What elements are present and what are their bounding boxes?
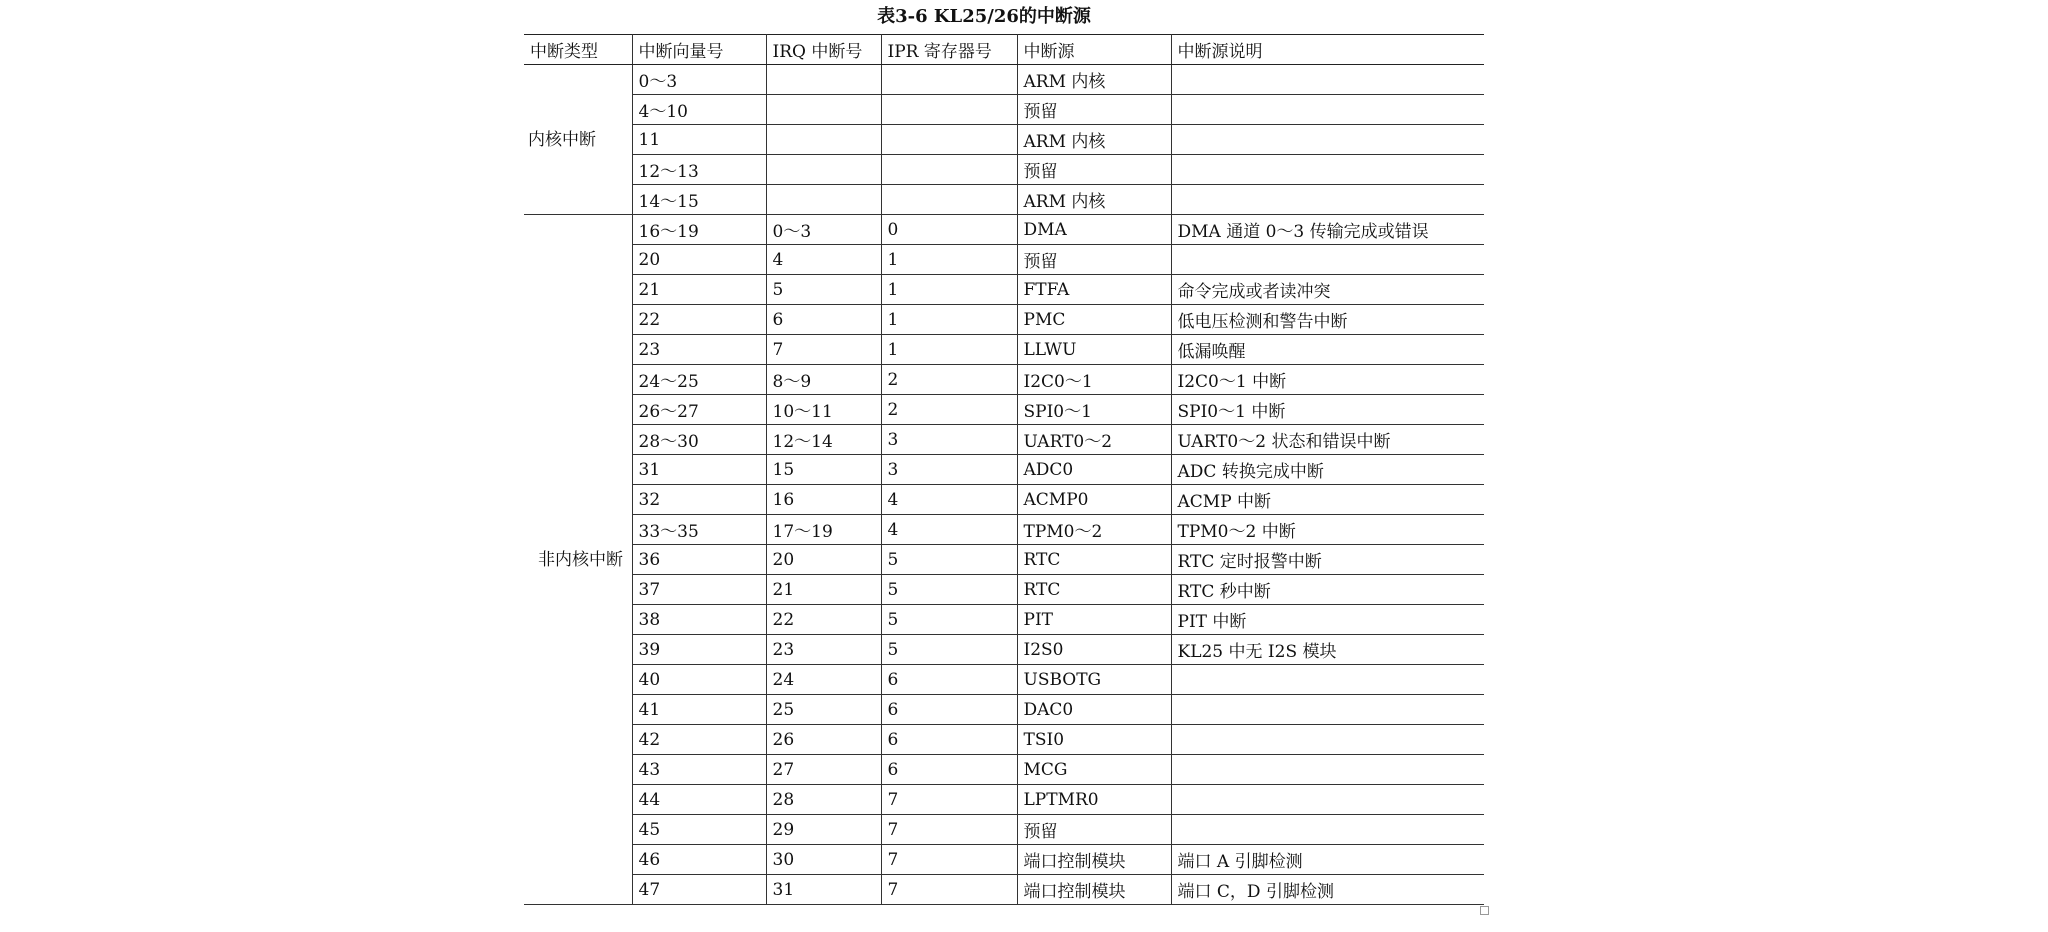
source-description-cell: [1171, 815, 1484, 845]
source-description-cell: DMA 通道 0～3 传输完成或错误: [1171, 215, 1484, 245]
source-description-cell: [1171, 725, 1484, 755]
interrupt-source-cell: RTC: [1017, 545, 1171, 575]
source-description-cell: ADC 转换完成中断: [1171, 455, 1484, 485]
irq-number-cell: 27: [766, 755, 881, 785]
vector-number-cell: 41: [632, 695, 766, 725]
interrupt-source-cell: LLWU: [1017, 335, 1171, 365]
source-description-cell: 低电压检测和警告中断: [1171, 305, 1484, 335]
vector-number-cell: 33～35: [632, 515, 766, 545]
interrupt-source-cell: MCG: [1017, 755, 1171, 785]
ipr-register-cell: 5: [881, 545, 1017, 575]
irq-number-cell: 12～14: [766, 425, 881, 455]
source-description-cell: 低漏唤醒: [1171, 335, 1484, 365]
table-row: [524, 215, 1484, 245]
irq-number-cell: 28: [766, 785, 881, 815]
source-description-cell: [1171, 755, 1484, 785]
interrupt-source-cell: 预留: [1017, 245, 1171, 275]
irq-number-cell: 8～9: [766, 365, 881, 395]
source-description-cell: [1171, 65, 1484, 95]
source-description-cell: [1171, 695, 1484, 725]
interrupt-source-cell: ACMP0: [1017, 485, 1171, 515]
ipr-register-cell: [881, 155, 1017, 185]
interrupt-source-cell: 预留: [1017, 815, 1171, 845]
table-row: [524, 425, 1484, 455]
interrupt-source-cell: ARM 内核: [1017, 65, 1171, 95]
vector-number-cell: 46: [632, 845, 766, 875]
vector-number-cell: 14～15: [632, 185, 766, 215]
header-irq-number: IRQ 中断号: [766, 35, 881, 65]
irq-number-cell: 6: [766, 305, 881, 335]
irq-number-cell: 22: [766, 605, 881, 635]
ipr-register-cell: 1: [881, 335, 1017, 365]
table-row: [524, 665, 1484, 695]
table-row: [524, 755, 1484, 785]
interrupt-source-cell: USBOTG: [1017, 665, 1171, 695]
source-description-cell: [1171, 245, 1484, 275]
header-interrupt-source: 中断源: [1017, 35, 1171, 65]
header-interrupt-type: 中断类型: [524, 35, 632, 65]
table-row: [524, 695, 1484, 725]
interrupt-source-cell: 预留: [1017, 155, 1171, 185]
irq-number-cell: 21: [766, 575, 881, 605]
vector-number-cell: 39: [632, 635, 766, 665]
vector-number-cell: 22: [632, 305, 766, 335]
ipr-register-cell: 1: [881, 245, 1017, 275]
interrupt-source-cell: ARM 内核: [1017, 185, 1171, 215]
interrupt-source-table: [524, 34, 1484, 905]
vector-number-cell: 47: [632, 875, 766, 905]
interrupt-source-cell: ADC0: [1017, 455, 1171, 485]
interrupt-type-cell: 非内核中断: [524, 215, 632, 905]
vector-number-cell: 44: [632, 785, 766, 815]
irq-number-cell: 25: [766, 695, 881, 725]
interrupt-type-cell: 内核中断: [524, 65, 632, 215]
ipr-register-cell: 6: [881, 665, 1017, 695]
interrupt-source-cell: UART0～2: [1017, 425, 1171, 455]
table-row: [524, 275, 1484, 305]
ipr-register-cell: [881, 65, 1017, 95]
table-row: [524, 725, 1484, 755]
ipr-register-cell: 3: [881, 455, 1017, 485]
irq-number-cell: 26: [766, 725, 881, 755]
ipr-register-cell: 6: [881, 755, 1017, 785]
source-description-cell: KL25 中无 I2S 模块: [1171, 635, 1484, 665]
table-row: [524, 365, 1484, 395]
source-description-cell: 命令完成或者读冲突: [1171, 275, 1484, 305]
source-description-cell: TPM0～2 中断: [1171, 515, 1484, 545]
irq-number-cell: 16: [766, 485, 881, 515]
source-description-cell: PIT 中断: [1171, 605, 1484, 635]
vector-number-cell: 16～19: [632, 215, 766, 245]
ipr-register-cell: 4: [881, 485, 1017, 515]
table-row: [524, 575, 1484, 605]
table-row: [524, 785, 1484, 815]
ipr-register-cell: 3: [881, 425, 1017, 455]
irq-number-cell: 4: [766, 245, 881, 275]
header-vector-number: 中断向量号: [632, 35, 766, 65]
interrupt-source-cell: RTC: [1017, 575, 1171, 605]
ipr-register-cell: 2: [881, 365, 1017, 395]
vector-number-cell: 20: [632, 245, 766, 275]
source-description-cell: RTC 定时报警中断: [1171, 545, 1484, 575]
interrupt-source-cell: DMA: [1017, 215, 1171, 245]
interrupt-source-cell: DAC0: [1017, 695, 1171, 725]
irq-number-cell: [766, 125, 881, 155]
header-source-description: 中断源说明: [1171, 35, 1484, 65]
table-row: [524, 155, 1484, 185]
ipr-register-cell: 6: [881, 725, 1017, 755]
irq-number-cell: [766, 185, 881, 215]
table-row: [524, 605, 1484, 635]
ipr-register-cell: 7: [881, 845, 1017, 875]
table-row: [524, 635, 1484, 665]
interrupt-source-cell: TSI0: [1017, 725, 1171, 755]
header-row: [524, 35, 1484, 65]
irq-number-cell: 17～19: [766, 515, 881, 545]
vector-number-cell: 24～25: [632, 365, 766, 395]
ipr-register-cell: [881, 185, 1017, 215]
vector-number-cell: 31: [632, 455, 766, 485]
source-description-cell: [1171, 95, 1484, 125]
irq-number-cell: [766, 155, 881, 185]
table-row: [524, 335, 1484, 365]
irq-number-cell: [766, 65, 881, 95]
table-row: [524, 185, 1484, 215]
table-row: [524, 515, 1484, 545]
interrupt-source-cell: 端口控制模块: [1017, 875, 1171, 905]
table-row: [524, 305, 1484, 335]
document-page: [524, 0, 1484, 905]
source-description-cell: [1171, 785, 1484, 815]
vector-number-cell: 36: [632, 545, 766, 575]
source-description-cell: ACMP 中断: [1171, 485, 1484, 515]
vector-number-cell: 0～3: [632, 65, 766, 95]
table-row: [524, 545, 1484, 575]
source-description-cell: [1171, 155, 1484, 185]
ipr-register-cell: 1: [881, 305, 1017, 335]
irq-number-cell: 0～3: [766, 215, 881, 245]
irq-number-cell: 20: [766, 545, 881, 575]
interrupt-source-cell: SPI0～1: [1017, 395, 1171, 425]
vector-number-cell: 42: [632, 725, 766, 755]
table-row: [524, 125, 1484, 155]
vector-number-cell: 37: [632, 575, 766, 605]
ipr-register-cell: 4: [881, 515, 1017, 545]
table-row: [524, 245, 1484, 275]
source-description-cell: [1171, 185, 1484, 215]
interrupt-source-cell: PMC: [1017, 305, 1171, 335]
interrupt-source-cell: I2C0～1: [1017, 365, 1171, 395]
source-description-cell: I2C0～1 中断: [1171, 365, 1484, 395]
table-title: 表3-6 KL25/26的中断源: [877, 6, 1091, 27]
table-row: [524, 845, 1484, 875]
irq-number-cell: [766, 95, 881, 125]
source-description-cell: [1171, 665, 1484, 695]
ipr-register-cell: 7: [881, 875, 1017, 905]
irq-number-cell: 7: [766, 335, 881, 365]
source-description-cell: UART0～2 状态和错误中断: [1171, 425, 1484, 455]
interrupt-source-cell: ARM 内核: [1017, 125, 1171, 155]
ipr-register-cell: [881, 125, 1017, 155]
vector-number-cell: 23: [632, 335, 766, 365]
irq-number-cell: 15: [766, 455, 881, 485]
vector-number-cell: 28～30: [632, 425, 766, 455]
vector-number-cell: 26～27: [632, 395, 766, 425]
table-body: [524, 65, 1484, 905]
irq-number-cell: 24: [766, 665, 881, 695]
header-ipr-register: IPR 寄存器号: [881, 35, 1017, 65]
vector-number-cell: 21: [632, 275, 766, 305]
table-row: [524, 485, 1484, 515]
vector-number-cell: 12～13: [632, 155, 766, 185]
source-description-cell: 端口 C，D 引脚检测: [1171, 875, 1484, 905]
interrupt-source-cell: TPM0～2: [1017, 515, 1171, 545]
table-row: [524, 395, 1484, 425]
ipr-register-cell: 1: [881, 275, 1017, 305]
source-description-cell: RTC 秒中断: [1171, 575, 1484, 605]
irq-number-cell: 31: [766, 875, 881, 905]
vector-number-cell: 32: [632, 485, 766, 515]
ipr-register-cell: 5: [881, 635, 1017, 665]
vector-number-cell: 40: [632, 665, 766, 695]
source-description-cell: [1171, 125, 1484, 155]
vector-number-cell: 11: [632, 125, 766, 155]
table-row: [524, 875, 1484, 905]
interrupt-source-cell: I2S0: [1017, 635, 1171, 665]
ipr-register-cell: 5: [881, 575, 1017, 605]
vector-number-cell: 4～10: [632, 95, 766, 125]
ipr-register-cell: 7: [881, 815, 1017, 845]
source-description-cell: SPI0～1 中断: [1171, 395, 1484, 425]
irq-number-cell: 10～11: [766, 395, 881, 425]
interrupt-source-cell: 端口控制模块: [1017, 845, 1171, 875]
irq-number-cell: 29: [766, 815, 881, 845]
ipr-register-cell: 0: [881, 215, 1017, 245]
table-row: [524, 65, 1484, 95]
interrupt-source-cell: FTFA: [1017, 275, 1171, 305]
irq-number-cell: 5: [766, 275, 881, 305]
interrupt-source-cell: 预留: [1017, 95, 1171, 125]
ipr-register-cell: 6: [881, 695, 1017, 725]
source-description-cell: 端口 A 引脚检测: [1171, 845, 1484, 875]
ipr-register-cell: 7: [881, 785, 1017, 815]
vector-number-cell: 45: [632, 815, 766, 845]
irq-number-cell: 23: [766, 635, 881, 665]
table-row: [524, 815, 1484, 845]
table-row: [524, 455, 1484, 485]
ipr-register-cell: [881, 95, 1017, 125]
vector-number-cell: 38: [632, 605, 766, 635]
table-row: [524, 95, 1484, 125]
interrupt-source-cell: PIT: [1017, 605, 1171, 635]
interrupt-source-cell: LPTMR0: [1017, 785, 1171, 815]
paragraph-end-mark: [1480, 906, 1489, 915]
ipr-register-cell: 2: [881, 395, 1017, 425]
vector-number-cell: 43: [632, 755, 766, 785]
ipr-register-cell: 5: [881, 605, 1017, 635]
irq-number-cell: 30: [766, 845, 881, 875]
